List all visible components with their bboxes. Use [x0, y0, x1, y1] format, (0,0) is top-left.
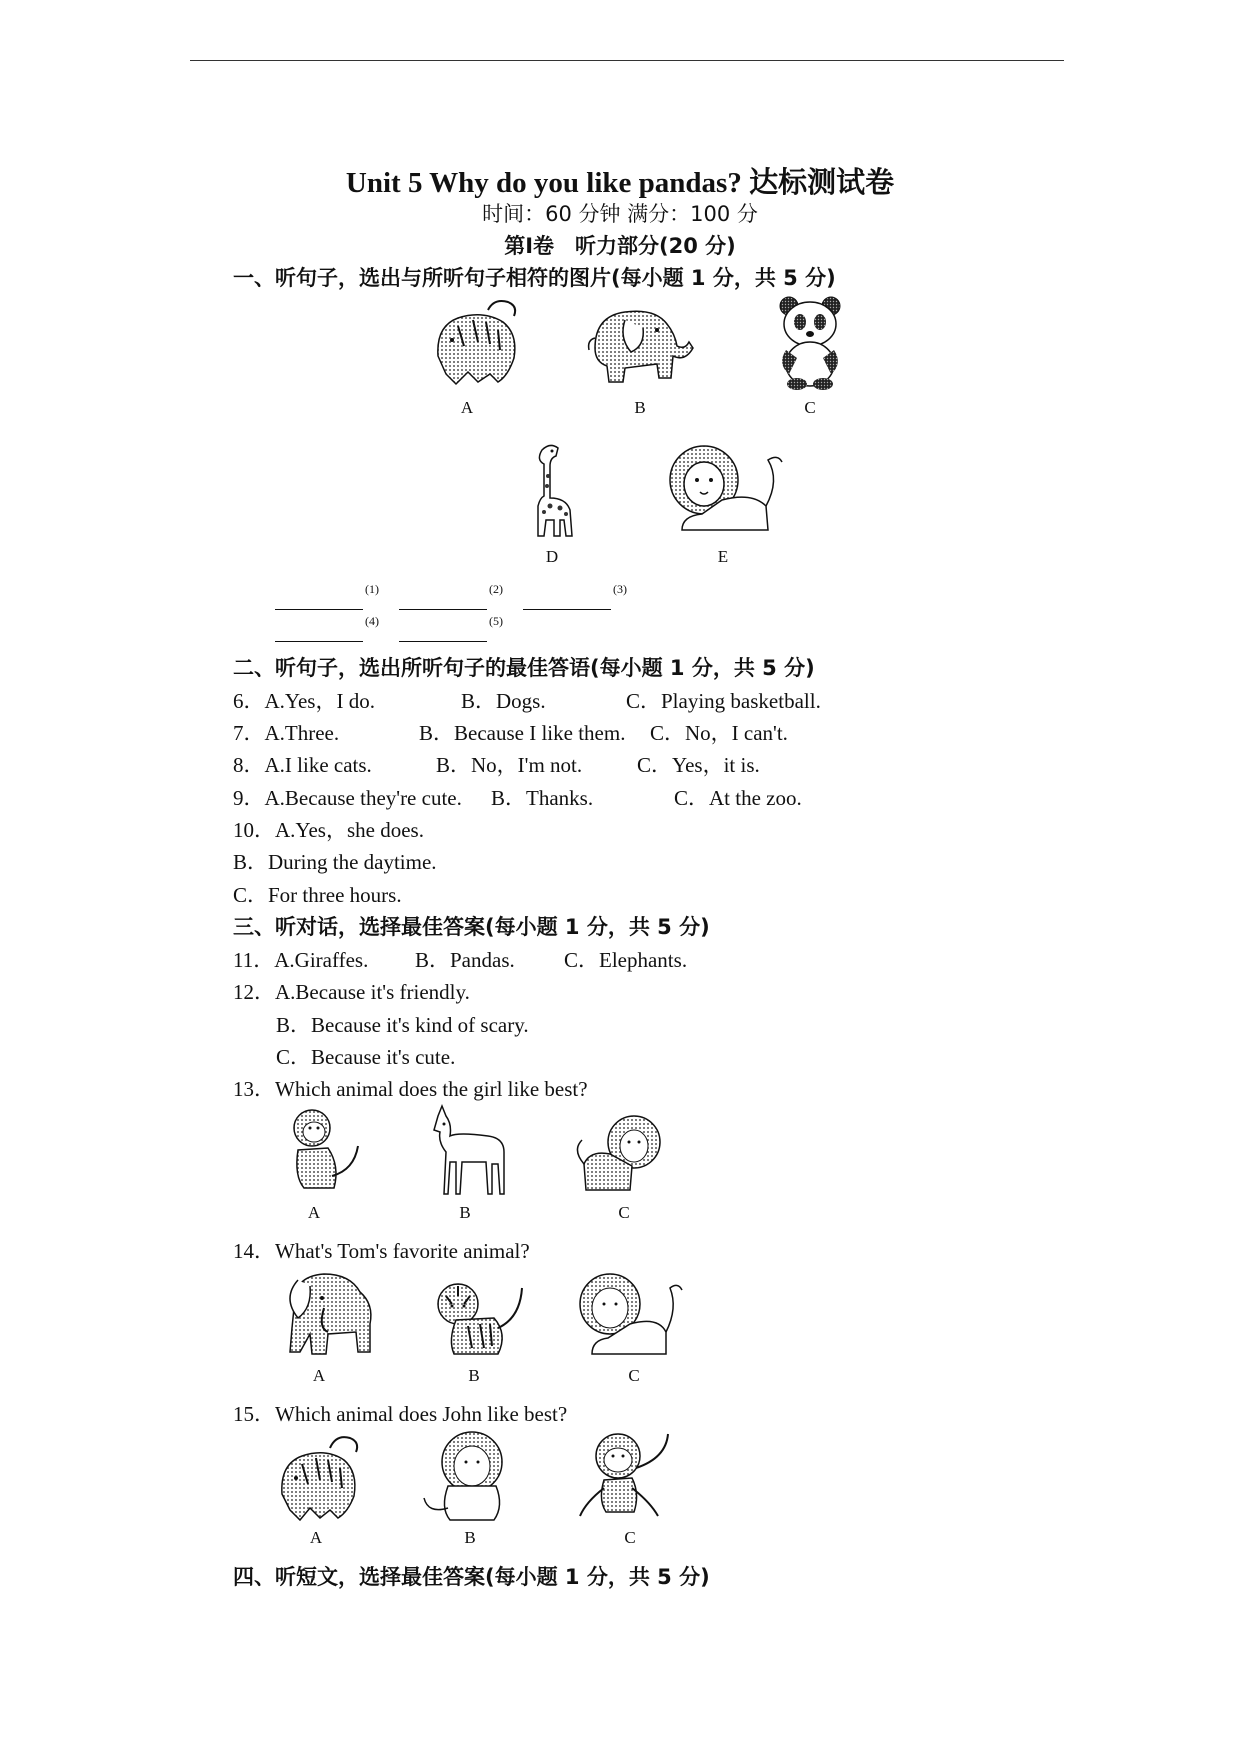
q15-caption-c: C: [624, 1528, 636, 1547]
question-8: 8．A.I like cats.: [233, 753, 372, 777]
section-3-heading: 三、听对话，选择最佳答案(每小题 1 分，共 5 分): [233, 915, 710, 939]
section-1-heading: 一、听句子，选出与所听句子相符的图片(每小题 1 分，共 5 分): [233, 266, 836, 290]
q9-option-c[interactable]: C．At the zoo.: [674, 786, 802, 810]
q7-option-b[interactable]: B．Because I like them.: [419, 721, 626, 745]
lion-picture: [570, 1110, 666, 1196]
question-12: 12．A.Because it's friendly.: [233, 980, 470, 1004]
tiger-picture: [428, 1278, 532, 1358]
section-2-heading: 二、听句子，选出所听句子的最佳答语(每小题 1 分，共 5 分): [233, 656, 815, 680]
q13-caption-a: A: [307, 1203, 321, 1222]
question-15: 15．Which animal does John like best?: [233, 1402, 568, 1426]
q15-caption-b: B: [464, 1528, 476, 1547]
q9-option-b[interactable]: B．Thanks.: [491, 786, 594, 810]
page-title: Unit 5 Why do you like pandas? 达标测试卷: [345, 167, 895, 199]
q8-option-b[interactable]: B．No，I'm not.: [436, 753, 583, 777]
tiger-picture: [274, 1430, 366, 1522]
tiger-picture: [428, 296, 523, 388]
q11-option-c[interactable]: C．Elephants.: [564, 948, 688, 972]
q15-caption-a: A: [309, 1528, 323, 1547]
header-rule: [190, 60, 1064, 61]
q14-caption-b: B: [468, 1366, 480, 1385]
caption-e: E: [717, 547, 729, 566]
caption-c: C: [804, 398, 816, 417]
question-14: 14．What's Tom's favorite animal?: [233, 1239, 530, 1263]
panda-picture: [775, 294, 845, 390]
question-6: 6．A.Yes，I do.: [233, 689, 375, 713]
q11-option-b[interactable]: B．Pandas.: [415, 948, 515, 972]
lion-picture: [420, 1428, 520, 1524]
caption-a: A: [460, 398, 474, 417]
exam-info: 时间：60 分钟 满分：100 分: [482, 202, 758, 226]
q12-option-c[interactable]: C．Because it's cute.: [276, 1045, 456, 1069]
giraffe-picture: [520, 440, 585, 538]
q6-option-c[interactable]: C．Playing basketball.: [626, 689, 821, 713]
question-9: 9．A.Because they're cute.: [233, 786, 462, 810]
goat-picture: [428, 1102, 516, 1198]
question-7: 7．A.Three.: [233, 721, 340, 745]
q8-option-c[interactable]: C．Yes，it is.: [637, 753, 760, 777]
caption-d: D: [545, 547, 559, 566]
q13-caption-c: C: [618, 1203, 630, 1222]
elephant-picture: [278, 1268, 384, 1360]
q13-caption-b: B: [459, 1203, 471, 1222]
question-13: 13．Which animal does the girl like best?: [233, 1077, 588, 1101]
q14-caption-a: A: [312, 1366, 326, 1385]
q6-option-b[interactable]: B．Dogs.: [461, 689, 546, 713]
lion-picture: [662, 440, 787, 535]
elephant-picture: [585, 298, 695, 388]
part-heading: 第Ⅰ卷 听力部分(20 分): [504, 234, 736, 258]
q10-option-b[interactable]: B．During the daytime.: [233, 850, 437, 874]
q7-option-c[interactable]: C．No，I can't.: [650, 721, 788, 745]
section-4-heading: 四、听短文，选择最佳答案(每小题 1 分，共 5 分): [233, 1565, 710, 1589]
monkey-picture: [574, 1428, 678, 1524]
caption-b: B: [634, 398, 646, 417]
monkey-picture: [284, 1106, 364, 1196]
q12-option-b[interactable]: B．Because it's kind of scary.: [276, 1013, 529, 1037]
question-11: 11．A.Giraffes.: [233, 948, 369, 972]
question-10: 10．A.Yes，she does.: [233, 818, 424, 842]
lion-picture: [574, 1268, 684, 1360]
q10-option-c[interactable]: C．For three hours.: [233, 883, 402, 907]
q14-caption-c: C: [628, 1366, 640, 1385]
